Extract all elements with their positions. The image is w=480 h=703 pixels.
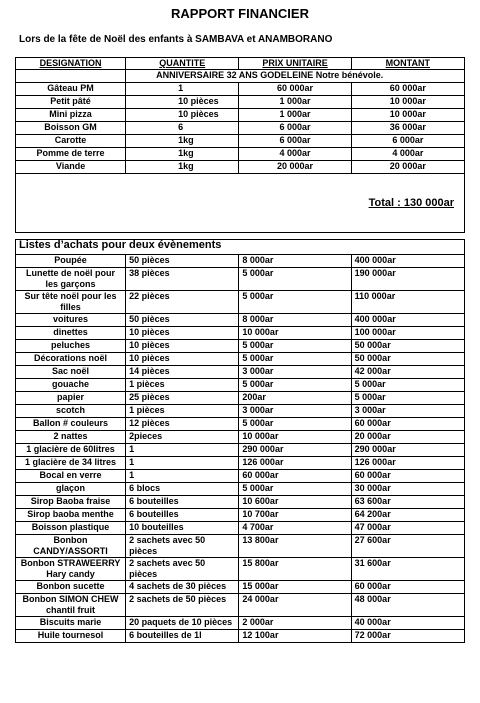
designation-cell: Sac noël <box>16 366 126 379</box>
prix-unitaire-cell: 15 000ar <box>239 581 351 594</box>
quantite-cell: 1 pièces <box>126 405 239 418</box>
header-prix-unitaire: PRIX UNITAIRE <box>239 58 351 70</box>
quantite-cell: 14 pièces <box>126 366 239 379</box>
quantite-cell: 10 pièces <box>126 353 239 366</box>
table-row <box>16 161 465 174</box>
table-row <box>16 496 465 509</box>
quantite-cell: 2 sachets avec 50 pièces <box>126 535 239 558</box>
table-row <box>16 392 465 405</box>
designation-cell: Viande <box>16 161 126 174</box>
header-quantite: QUANTITE <box>126 58 239 70</box>
prix-unitaire-cell: 8 000ar <box>239 255 351 268</box>
designation-cell: Poupée <box>16 255 126 268</box>
table-row <box>16 268 465 291</box>
prix-unitaire-cell: 10 700ar <box>239 509 351 522</box>
quantite-cell: 12 pièces <box>126 418 239 431</box>
table-row <box>16 470 465 483</box>
prix-unitaire-cell: 20 000ar <box>239 161 351 174</box>
montant-cell: 60 000ar <box>351 83 464 96</box>
designation-cell: scotch <box>16 405 126 418</box>
header-designation: DESIGNATION <box>16 58 126 70</box>
table-header-row <box>16 58 465 70</box>
quantite-cell: 50 pièces <box>126 255 239 268</box>
quantite-cell: 1 <box>126 470 239 483</box>
quantite-cell: 2pieces <box>126 431 239 444</box>
table-row <box>16 291 465 314</box>
montant-cell: 3 000ar <box>351 405 464 418</box>
report-subtitle: Lors de la fête de Noël des enfants à SAMBAVA et ANAMBORANO <box>19 34 333 45</box>
designation-cell: dinettes <box>16 327 126 340</box>
quantite-cell: 1 <box>126 457 239 470</box>
montant-cell: 72 000ar <box>351 630 464 643</box>
designation-cell: Bonbon sucette <box>16 581 126 594</box>
table-row <box>16 122 465 135</box>
quantite-cell: 1 <box>126 444 239 457</box>
table-row <box>16 617 465 630</box>
quantite-cell: 6 bouteilles <box>126 496 239 509</box>
designation-cell: voitures <box>16 314 126 327</box>
quantite-cell: 4 sachets de 30 pièces <box>126 581 239 594</box>
table-row <box>16 558 465 581</box>
montant-cell: 6 000ar <box>351 135 464 148</box>
montant-cell: 100 000ar <box>351 327 464 340</box>
table-row <box>16 594 465 617</box>
prix-unitaire-cell: 24 000ar <box>239 594 351 617</box>
designation-cell: Bonbon STRAWEERRY Hary candy <box>16 558 126 581</box>
table-row <box>16 405 465 418</box>
montant-cell: 60 000ar <box>351 470 464 483</box>
montant-cell: 400 000ar <box>351 314 464 327</box>
designation-cell: Bonbon CANDY/ASSORTI <box>16 535 126 558</box>
table-row <box>16 581 465 594</box>
table-row <box>16 535 465 558</box>
prix-unitaire-cell: 10 000ar <box>239 327 351 340</box>
designation-cell: Pomme de terre <box>16 148 126 161</box>
prix-unitaire-cell: 1 000ar <box>239 96 351 109</box>
designation-cell: Ballon # couleurs <box>16 418 126 431</box>
event-expense-table <box>15 57 465 233</box>
prix-unitaire-cell: 6 000ar <box>239 122 351 135</box>
table-row <box>16 630 465 643</box>
quantite-cell: 10 bouteilles <box>126 522 239 535</box>
montant-cell: 47 000ar <box>351 522 464 535</box>
report-title: RAPPORT FINANCIER <box>171 6 309 21</box>
designation-cell: Sirop baoba menthe <box>16 509 126 522</box>
montant-cell: 30 000ar <box>351 483 464 496</box>
prix-unitaire-cell: 6 000ar <box>239 135 351 148</box>
prix-unitaire-cell: 8 000ar <box>239 314 351 327</box>
prix-unitaire-cell: 4 700ar <box>239 522 351 535</box>
quantite-cell: 1kg <box>126 135 239 148</box>
prix-unitaire-cell: 290 000ar <box>239 444 351 457</box>
designation-cell: peluches <box>16 340 126 353</box>
header-montant: MONTANT <box>351 58 464 70</box>
table-row <box>16 314 465 327</box>
montant-cell: 27 600ar <box>351 535 464 558</box>
prix-unitaire-cell: 12 100ar <box>239 630 351 643</box>
designation-cell: Carotte <box>16 135 126 148</box>
designation-cell: Bonbon SIMON CHEW chantil fruit <box>16 594 126 617</box>
prix-unitaire-cell: 60 000ar <box>239 470 351 483</box>
montant-cell: 10 000ar <box>351 109 464 122</box>
montant-cell: 126 000ar <box>351 457 464 470</box>
montant-cell: 36 000ar <box>351 122 464 135</box>
prix-unitaire-cell: 1 000ar <box>239 109 351 122</box>
table-row <box>16 418 465 431</box>
designation-cell: Biscuits marie <box>16 617 126 630</box>
designation-cell: gouache <box>16 379 126 392</box>
designation-cell: Lunette de noël pour les garçons <box>16 268 126 291</box>
quantite-cell: 1 pièces <box>126 379 239 392</box>
prix-unitaire-cell: 5 000ar <box>239 483 351 496</box>
prix-unitaire-cell: 10 600ar <box>239 496 351 509</box>
prix-unitaire-cell: 13 800ar <box>239 535 351 558</box>
montant-cell: 50 000ar <box>351 353 464 366</box>
designation-cell: 2 nattes <box>16 431 126 444</box>
montant-cell: 60 000ar <box>351 581 464 594</box>
designation-cell: Sirop Baoba fraise <box>16 496 126 509</box>
montant-cell: 110 000ar <box>351 291 464 314</box>
table-row <box>16 509 465 522</box>
quantite-cell: 6 bouteilles <box>126 509 239 522</box>
designation-cell: Gâteau PM <box>16 83 126 96</box>
table-row <box>16 327 465 340</box>
prix-unitaire-cell: 5 000ar <box>239 379 351 392</box>
quantite-cell: 20 paquets de 10 pièces <box>126 617 239 630</box>
table-row <box>16 340 465 353</box>
table-row <box>16 96 465 109</box>
event-label: ANNIVERSAIRE 32 ANS GODELEINE Notre bénévole. <box>126 70 465 83</box>
prix-unitaire-cell: 126 000ar <box>239 457 351 470</box>
prix-unitaire-cell: 15 800ar <box>239 558 351 581</box>
prix-unitaire-cell: 3 000ar <box>239 366 351 379</box>
quantite-cell: 50 pièces <box>126 314 239 327</box>
quantite-cell: 1kg <box>126 148 239 161</box>
table-row <box>16 353 465 366</box>
montant-cell: 42 000ar <box>351 366 464 379</box>
prix-unitaire-cell: 60 000ar <box>239 83 351 96</box>
section-title: Listes d’achats pour deux évènements <box>16 240 465 255</box>
prix-unitaire-cell: 5 000ar <box>239 268 351 291</box>
designation-cell: 1 glacière de 60litres <box>16 444 126 457</box>
quantite-cell: 25 pièces <box>126 392 239 405</box>
table-row <box>16 255 465 268</box>
table-row <box>16 148 465 161</box>
prix-unitaire-cell: 3 000ar <box>239 405 351 418</box>
designation-cell: Sur tête noël pour les filles <box>16 291 126 314</box>
quantite-cell: 2 sachets de 50 pièces <box>126 594 239 617</box>
quantite-cell: 10 pièces <box>126 340 239 353</box>
table-row <box>16 457 465 470</box>
designation-cell: 1 glacière de 34 litres <box>16 457 126 470</box>
prix-unitaire-cell: 5 000ar <box>239 353 351 366</box>
purchase-list-table <box>15 239 465 643</box>
montant-cell: 50 000ar <box>351 340 464 353</box>
montant-cell: 4 000ar <box>351 148 464 161</box>
quantite-cell: 22 pièces <box>126 291 239 314</box>
designation-cell: papier <box>16 392 126 405</box>
total-row <box>16 174 465 233</box>
montant-cell: 190 000ar <box>351 268 464 291</box>
designation-cell: Décorations noël <box>16 353 126 366</box>
montant-cell: 40 000ar <box>351 617 464 630</box>
designation-cell: Mini pizza <box>16 109 126 122</box>
quantite-cell: 10 pièces <box>126 96 239 109</box>
montant-cell: 20 000ar <box>351 161 464 174</box>
montant-cell: 60 000ar <box>351 418 464 431</box>
event-row <box>16 70 465 83</box>
montant-cell: 290 000ar <box>351 444 464 457</box>
designation-cell: Boisson plastique <box>16 522 126 535</box>
prix-unitaire-cell: 4 000ar <box>239 148 351 161</box>
quantite-cell: 6 <box>126 122 239 135</box>
designation-cell: Petit pâté <box>16 96 126 109</box>
table-row <box>16 444 465 457</box>
table-row <box>16 366 465 379</box>
table-row <box>16 431 465 444</box>
table-row <box>16 109 465 122</box>
montant-cell: 20 000ar <box>351 431 464 444</box>
designation-cell: Boisson GM <box>16 122 126 135</box>
prix-unitaire-cell: 5 000ar <box>239 291 351 314</box>
quantite-cell: 10 pièces <box>126 109 239 122</box>
prix-unitaire-cell: 200ar <box>239 392 351 405</box>
prix-unitaire-cell: 5 000ar <box>239 418 351 431</box>
table-row <box>16 83 465 96</box>
table-row <box>16 522 465 535</box>
montant-cell: 31 600ar <box>351 558 464 581</box>
prix-unitaire-cell: 5 000ar <box>239 340 351 353</box>
montant-cell: 10 000ar <box>351 96 464 109</box>
quantite-cell: 1 <box>126 83 239 96</box>
montant-cell: 400 000ar <box>351 255 464 268</box>
designation-cell: Huile tournesol <box>16 630 126 643</box>
designation-cell: glaçon <box>16 483 126 496</box>
section-row <box>16 240 465 255</box>
table-row <box>16 135 465 148</box>
total-amount: Total : 130 000ar <box>368 196 454 209</box>
quantite-cell: 1kg <box>126 161 239 174</box>
quantite-cell: 38 pièces <box>126 268 239 291</box>
prix-unitaire-cell: 10 000ar <box>239 431 351 444</box>
quantite-cell: 2 sachets avec 50 pièces <box>126 558 239 581</box>
montant-cell: 64 200ar <box>351 509 464 522</box>
quantite-cell: 6 bouteilles de 1l <box>126 630 239 643</box>
quantite-cell: 10 pièces <box>126 327 239 340</box>
montant-cell: 5 000ar <box>351 392 464 405</box>
designation-cell: Bocal en verre <box>16 470 126 483</box>
quantite-cell: 6 blocs <box>126 483 239 496</box>
montant-cell: 5 000ar <box>351 379 464 392</box>
montant-cell: 63 600ar <box>351 496 464 509</box>
prix-unitaire-cell: 2 000ar <box>239 617 351 630</box>
table-row <box>16 483 465 496</box>
table-row <box>16 379 465 392</box>
montant-cell: 48 000ar <box>351 594 464 617</box>
